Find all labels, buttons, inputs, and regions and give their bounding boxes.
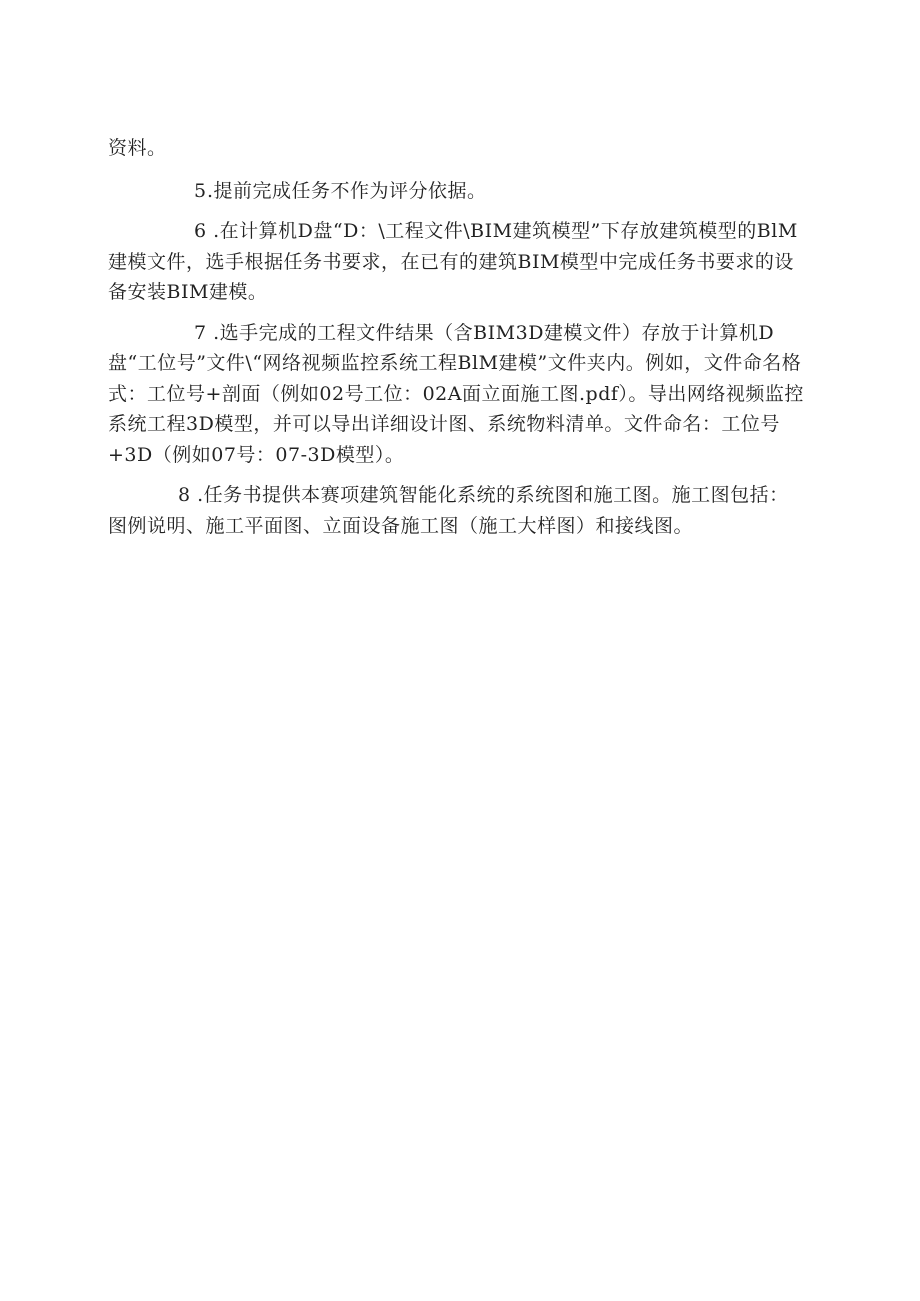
item-text: .选手完成的工程文件结果（含BIM3D建模文件）存放于计算机D盘“工位号”文件\“网络视频监控系统工程BlM建模”文件夹内。例如，文件命名格式：工位号+剖面（例如02号工位：02A面立面施工图.pdf）。导出网络视频监控系统工程3D模型，并可以导出详细设计图、系统物料清单。文件命名：工位号+3D（例如07号：07-3D模型）。 — [108, 321, 804, 466]
paragraph-item-8 — [108, 480, 808, 541]
paragraph-item-7 — [108, 318, 808, 471]
item-number: 5 — [194, 179, 207, 202]
item-text: .任务书提供本赛项建筑智能化系统的系统图和施工图。施工图包括：图例说明、施工平面图、立面设备施工图（施工大样图）和接线图。 — [108, 484, 789, 537]
item-text: .提前完成任务不作为评分依据。 — [207, 179, 487, 202]
paragraph-item-5 — [108, 176, 808, 207]
item-number: 8 — [178, 484, 191, 506]
paragraph-item-6 — [108, 216, 808, 308]
item-text: .在计算机D盘“D：\工程文件\BIM建筑模型”下存放建筑模型的BlM建模文件，选手根据任务书要求，在已有的建筑BIM模型中完成任务书要求的设备安装BIM建模。 — [108, 220, 798, 303]
item-number: 7 — [194, 321, 207, 344]
document-body — [108, 133, 808, 541]
paragraph-continuation: 资料。 — [108, 137, 167, 159]
item-number: 6 — [194, 220, 207, 242]
